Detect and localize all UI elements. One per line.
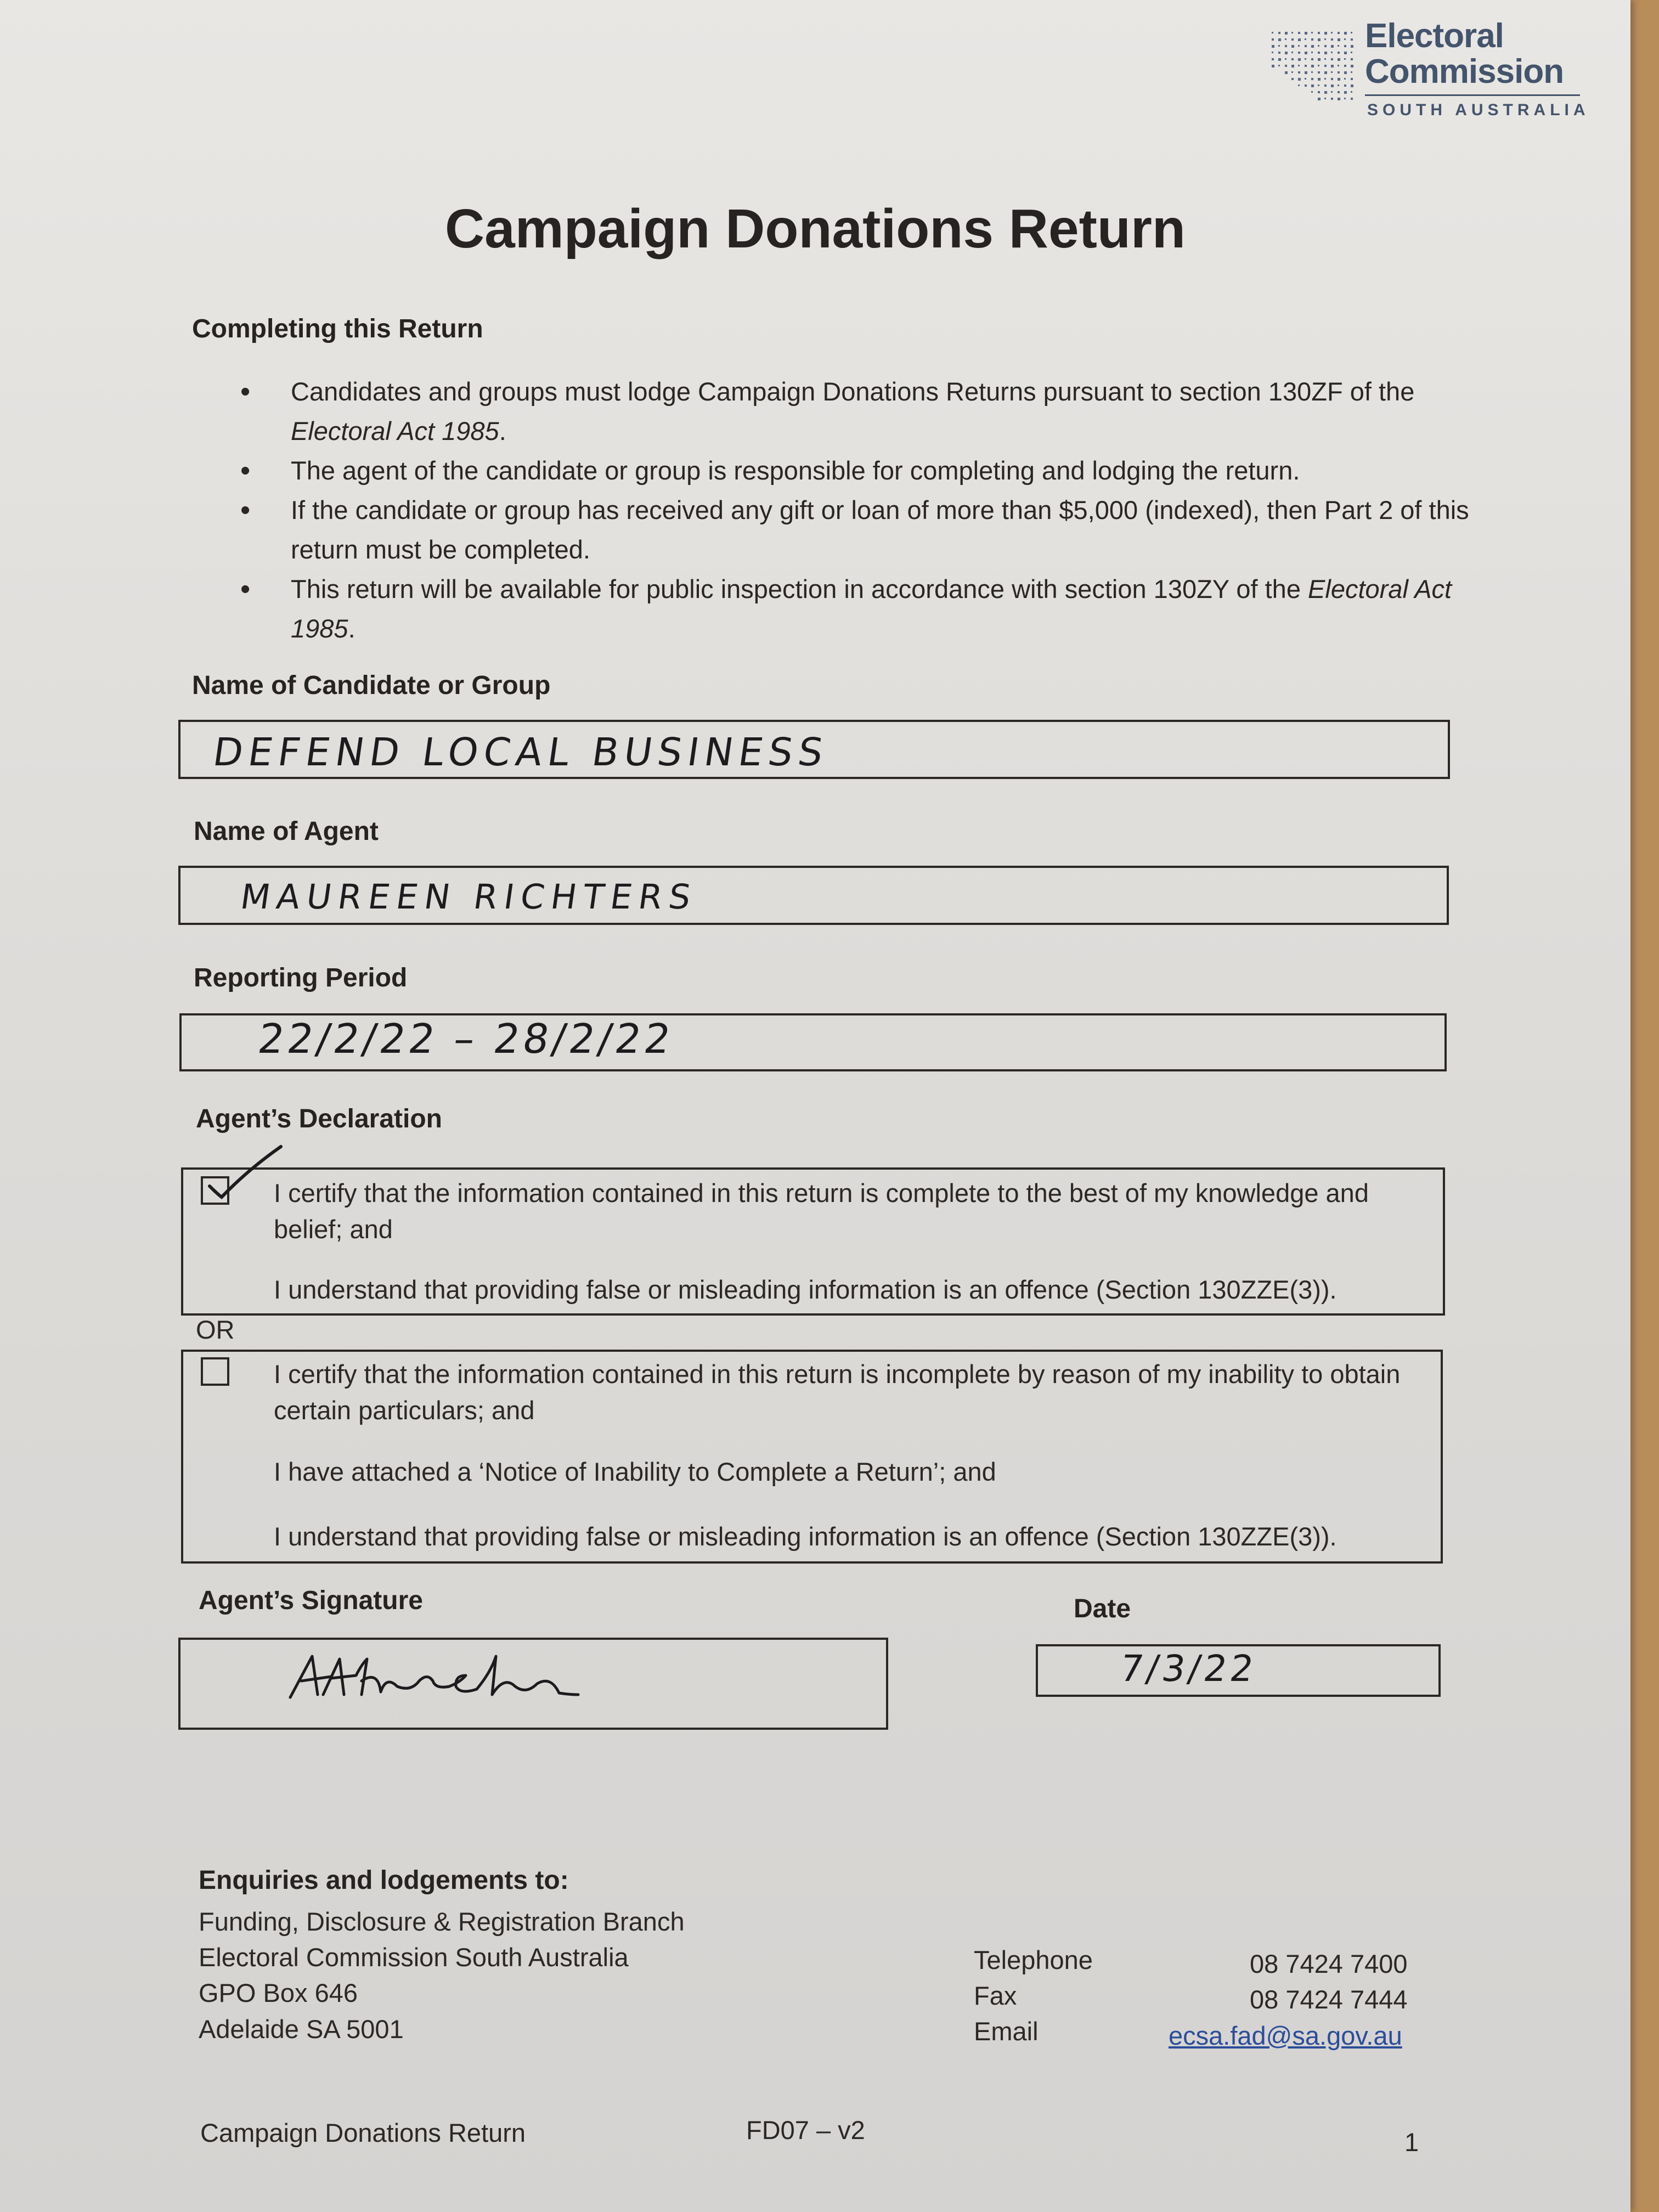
instruction-item: • Candidates and groups must lodge Campaign Donations Returns pursuant to section 130ZF of the Electoral Act 1985.: [291, 372, 1487, 451]
declaration-option-complete: [181, 1167, 1445, 1316]
date-field[interactable]: [1036, 1644, 1441, 1697]
incomplete-statement: I certify that the information contained in this return is incomplete by reason of my inability to obtain certain particulars; and: [274, 1359, 1401, 1425]
or-separator: OR: [196, 1315, 235, 1344]
address-line: Electoral Commission South Australia: [199, 1943, 629, 1972]
logo-rule: [1365, 94, 1580, 96]
signature-label: Agent’s Signature: [199, 1586, 423, 1615]
agent-field[interactable]: [178, 866, 1449, 925]
logo-text-line3: SOUTH AUSTRALIA: [1367, 101, 1590, 119]
instructions-list: [247, 372, 1487, 648]
date-value: 7/3/22: [1117, 1647, 1260, 1690]
instruction-item: • If the candidate or group has received any gift or loan of more than $5,000 (indexed), then Part 2 of this return must be completed.: [291, 490, 1487, 569]
instruction-item: • The agent of the candidate or group is responsible for completing and lodging the return.: [291, 451, 1487, 490]
candidate-field[interactable]: [178, 720, 1450, 779]
declaration-heading: Agent’s Declaration: [196, 1104, 442, 1133]
signature-field[interactable]: [178, 1638, 888, 1730]
footer-doc-name: Campaign Donations Return: [200, 2118, 526, 2147]
page-title: Campaign Donations Return: [444, 198, 1186, 259]
fax-value: 08 7424 7444: [1250, 1985, 1408, 2014]
telephone-value: 08 7424 7400: [1250, 1949, 1408, 1978]
telephone-label: Telephone: [974, 1945, 1093, 1974]
enquiries-heading: Enquiries and lodgements to:: [199, 1866, 569, 1895]
address-line: Funding, Disclosure & Registration Branch: [199, 1907, 685, 1936]
date-label: Date: [1074, 1594, 1131, 1623]
candidate-value: DEFEND LOCAL BUSINESS: [210, 730, 832, 775]
complete-statement: I certify that the information contained in this return is complete to the best of my knowledge and belief; and: [274, 1178, 1369, 1244]
notice-attached-statement: I have attached a ‘Notice of Inability to Complete a Return’; and: [274, 1457, 996, 1486]
agent-label: Name of Agent: [194, 817, 379, 846]
agent-value: MAUREEN RICHTERS: [238, 877, 700, 917]
declaration-option-incomplete: [181, 1350, 1443, 1564]
ecsa-logo-icon: [1267, 27, 1366, 115]
completing-heading: Completing this Return: [192, 314, 483, 343]
page-number: 1: [1404, 2128, 1419, 2157]
period-value: 22/2/22 – 28/2/22: [255, 1015, 677, 1063]
instruction-item: • This return will be available for public inspection in accordance with section 130ZY of the Electoral Act 1985.: [291, 569, 1487, 648]
handwritten-signature-icon: [279, 1643, 586, 1714]
email-link[interactable]: ecsa.fad@sa.gov.au: [1169, 2021, 1402, 2050]
period-label: Reporting Period: [194, 963, 408, 992]
complete-offence-statement: I understand that providing false or misleading information is an offence (Section 130ZZE(3)).: [274, 1275, 1337, 1304]
logo-text-line2: Commission: [1365, 53, 1564, 91]
logo-text-line1: Electoral: [1365, 17, 1504, 55]
incomplete-checkbox[interactable]: [201, 1357, 229, 1386]
address-line: GPO Box 646: [199, 1978, 358, 2007]
incomplete-offence-statement: I understand that providing false or misleading information is an offence (Section 130ZZE(3)).: [274, 1522, 1337, 1551]
period-field[interactable]: [179, 1013, 1447, 1071]
address-line: Adelaide SA 5001: [199, 2015, 404, 2044]
fax-label: Fax: [974, 1981, 1017, 2010]
footer-form-code: FD07 – v2: [746, 2115, 865, 2145]
candidate-label: Name of Candidate or Group: [192, 671, 551, 700]
email-label: Email: [974, 2017, 1039, 2046]
